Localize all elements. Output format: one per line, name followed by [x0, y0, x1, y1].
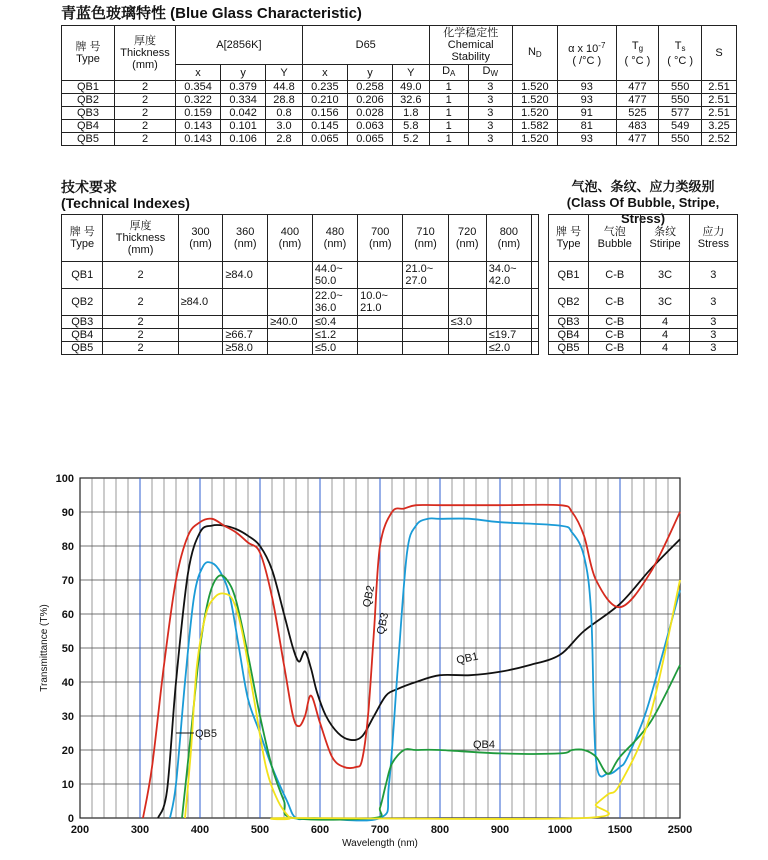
table-cell: 3 — [468, 94, 512, 107]
table-cell: 2 — [103, 289, 178, 316]
chart-labels — [39, 584, 495, 849]
table-cell: 1 — [429, 133, 468, 146]
table-cell: 0.101 — [221, 120, 266, 133]
table-cell: 0.210 — [302, 94, 347, 107]
table-row — [549, 316, 738, 329]
section-class-title: 气泡、条纹、应力类级别 (Class Of Bubble, Stripe, Stress) — [566, 179, 720, 226]
header-s: S — [702, 26, 737, 81]
table-row — [62, 289, 539, 316]
y-tick-label: 60 — [61, 609, 74, 621]
x-tick-label: 600 — [310, 824, 330, 836]
table-cell — [358, 329, 403, 342]
table-cell — [223, 289, 268, 316]
table-cell: 0.206 — [347, 94, 392, 107]
table-header: 300 (nm) — [178, 215, 223, 262]
table-cell: 550 — [659, 133, 702, 146]
table-cell: 34.0~ 42.0 — [486, 262, 531, 289]
y-axis-label: Transmittance (T%) — [39, 604, 50, 692]
table-cell: 1 — [429, 120, 468, 133]
x-tick-label: 200 — [70, 824, 90, 836]
table-cell: 3C — [641, 289, 689, 316]
table-cell: 0.159 — [176, 107, 221, 120]
table-header — [532, 215, 539, 262]
table-cell: 2 — [115, 81, 176, 94]
table-header: 700 (nm) — [358, 215, 403, 262]
table-header: 牌 号 Type — [62, 215, 103, 262]
table-cell: 2.51 — [702, 94, 737, 107]
table-header: 360 (nm) — [223, 215, 268, 262]
table-cell — [178, 329, 223, 342]
table-cell: 477 — [616, 133, 659, 146]
table-cell: 3 — [468, 120, 512, 133]
table-cell — [223, 316, 268, 329]
class-table — [548, 214, 738, 355]
x-tick-label: 300 — [130, 824, 150, 836]
table-row — [62, 94, 737, 107]
header-ts: $T_s$ ( °C ) — [659, 26, 702, 81]
header-a2856k: A[2856K] — [176, 26, 303, 65]
table-cell: ≤0.4 — [312, 316, 357, 329]
table-cell: 525 — [616, 107, 659, 120]
table-row — [549, 289, 738, 316]
table-cell: 32.6 — [393, 94, 430, 107]
table-row — [62, 316, 539, 329]
table-header: 应力 Stress — [689, 215, 737, 262]
table-cell: 550 — [659, 81, 702, 94]
table-cell: 0.334 — [221, 94, 266, 107]
y-tick-label: 40 — [61, 677, 74, 689]
series-line-qb4 — [182, 575, 680, 819]
table-cell: QB5 — [62, 133, 115, 146]
table-cell: ≤3.0 — [448, 316, 486, 329]
header-thickness: 厚度 Thickness (mm) — [115, 26, 176, 81]
table-row — [62, 329, 539, 342]
table-cell: 93 — [557, 133, 616, 146]
table-cell: 549 — [659, 120, 702, 133]
table-cell: 2 — [103, 342, 178, 355]
y-tick-label: 100 — [55, 473, 74, 485]
table-cell: 3.0 — [266, 120, 303, 133]
chart-series — [143, 505, 680, 821]
table-cell: 1.520 — [512, 81, 557, 94]
technical-indexes-table — [61, 214, 539, 355]
table-cell: 0.065 — [347, 133, 392, 146]
table-cell — [532, 316, 539, 329]
table-cell: 1.520 — [512, 107, 557, 120]
sub-Y: Y — [266, 65, 303, 81]
table-cell: 0.258 — [347, 81, 392, 94]
y-tick-label: 10 — [61, 779, 74, 791]
series-label: QB3 — [374, 611, 392, 636]
table-cell: ≤2.0 — [486, 342, 531, 355]
table-cell: 2.51 — [702, 81, 737, 94]
table-header: 800 (nm) — [486, 215, 531, 262]
table-row — [549, 262, 738, 289]
table-cell: ≤5.0 — [312, 342, 357, 355]
table-cell: QB4 — [549, 329, 589, 342]
table-cell: 0.145 — [302, 120, 347, 133]
table-cell: 5.8 — [393, 120, 430, 133]
table-cell: QB2 — [62, 94, 115, 107]
table-cell: 3 — [689, 316, 737, 329]
table-cell: QB1 — [62, 81, 115, 94]
table-cell: 28.8 — [266, 94, 303, 107]
table-cell: 3 — [689, 329, 737, 342]
sub-y: y — [347, 65, 392, 81]
table-header: 480 (nm) — [312, 215, 357, 262]
table-cell — [532, 329, 539, 342]
table-cell — [268, 329, 313, 342]
y-tick-label: 90 — [61, 507, 74, 519]
section-technical-title: 技术要求 (Technical Indexes) — [61, 179, 190, 211]
table-cell: 3 — [468, 133, 512, 146]
table-cell: 0.156 — [302, 107, 347, 120]
table-header: 710 (nm) — [403, 215, 448, 262]
table-cell: 4 — [641, 342, 689, 355]
series-line-qb2 — [143, 505, 680, 818]
table-row — [62, 81, 737, 94]
table-cell: 2 — [115, 107, 176, 120]
table-cell: 2 — [103, 262, 178, 289]
chart-ticks — [56, 473, 693, 836]
table-cell: C-B — [589, 329, 641, 342]
series-label: QB1 — [455, 650, 480, 667]
table-cell — [403, 289, 448, 316]
table-cell: ≥84.0 — [178, 289, 223, 316]
table-row — [549, 342, 738, 355]
table-cell: 0.106 — [221, 133, 266, 146]
table-cell: C-B — [589, 316, 641, 329]
table-cell: 3 — [468, 81, 512, 94]
table-cell: 2 — [115, 120, 176, 133]
table-cell: 1.8 — [393, 107, 430, 120]
x-axis-label: Wavelength (nm) — [342, 838, 418, 849]
y-tick-label: 70 — [61, 575, 74, 587]
table-cell: 0.354 — [176, 81, 221, 94]
table-cell: 0.042 — [221, 107, 266, 120]
x-tick-label: 700 — [370, 824, 390, 836]
table-cell — [448, 262, 486, 289]
x-tick-label: 2500 — [667, 824, 693, 836]
table-row — [549, 329, 738, 342]
table-cell: 477 — [616, 94, 659, 107]
table-cell: QB3 — [62, 107, 115, 120]
table-cell: 1.520 — [512, 133, 557, 146]
table-cell: 0.063 — [347, 120, 392, 133]
table-cell: 1 — [429, 81, 468, 94]
table-cell: 577 — [659, 107, 702, 120]
table-header: 400 (nm) — [268, 215, 313, 262]
table-header: 720 (nm) — [448, 215, 486, 262]
table-cell: 477 — [616, 81, 659, 94]
table-cell: QB1 — [549, 262, 589, 289]
table-cell: 3 — [689, 289, 737, 316]
table-cell — [532, 342, 539, 355]
table-cell: 550 — [659, 94, 702, 107]
x-tick-label: 900 — [490, 824, 510, 836]
header-alpha: α x $10^{-7}$ ( /°C ) — [557, 26, 616, 81]
sub-x: x — [302, 65, 347, 81]
page-title: 青蓝色玻璃特性 (Blue Glass Characteristic) — [61, 5, 362, 22]
table-cell — [268, 262, 313, 289]
table-cell — [178, 342, 223, 355]
table-cell: 1.520 — [512, 94, 557, 107]
table-cell: 44.8 — [266, 81, 303, 94]
table-cell: QB2 — [62, 289, 103, 316]
table-row — [62, 133, 737, 146]
table-header: 气泡 Bubble — [589, 215, 641, 262]
table-cell: QB4 — [62, 120, 115, 133]
table-cell: 2.51 — [702, 107, 737, 120]
table-cell: 1 — [429, 94, 468, 107]
table-row — [62, 107, 737, 120]
table-cell — [532, 262, 539, 289]
characteristic-table — [61, 25, 737, 146]
table-header: 牌 号 Type — [549, 215, 589, 262]
series-line-qb3 — [170, 518, 680, 820]
table-cell — [486, 289, 531, 316]
sub-y: y — [221, 65, 266, 81]
table-cell: 3 — [689, 262, 737, 289]
table-cell: 0.8 — [266, 107, 303, 120]
header-type: 牌 号 Type — [62, 26, 115, 81]
y-tick-label: 0 — [67, 813, 74, 825]
table-cell: ≤19.7 — [486, 329, 531, 342]
table-cell: QB2 — [549, 289, 589, 316]
table-cell: 0.379 — [221, 81, 266, 94]
table-cell: 21.0~ 27.0 — [403, 262, 448, 289]
header-chemical: 化学稳定性 Chemical Stability — [429, 26, 512, 65]
table-cell — [403, 329, 448, 342]
table-cell: 2 — [115, 94, 176, 107]
table-cell: 2 — [103, 329, 178, 342]
table-cell: 0.143 — [176, 120, 221, 133]
table-cell: 3 — [468, 107, 512, 120]
table-cell — [268, 289, 313, 316]
series-label: QB2 — [360, 584, 378, 609]
sub-Y: Y — [393, 65, 430, 81]
table-cell — [358, 262, 403, 289]
sub-dw: $D_W$ — [468, 65, 512, 81]
y-tick-label: 80 — [61, 541, 74, 553]
table-cell: QB5 — [62, 342, 103, 355]
header-tg: $T_g$ ( °C ) — [616, 26, 659, 81]
table-cell: QB1 — [62, 262, 103, 289]
table-header: 厚度 Thickness (mm) — [103, 215, 178, 262]
table-cell — [403, 316, 448, 329]
table-cell: 4 — [641, 316, 689, 329]
table-cell: ≥40.0 — [268, 316, 313, 329]
table-cell — [448, 289, 486, 316]
table-cell: 1.582 — [512, 120, 557, 133]
table-cell: 93 — [557, 81, 616, 94]
table-cell — [358, 316, 403, 329]
series-label: QB4 — [472, 739, 496, 751]
table-cell: ≥58.0 — [223, 342, 268, 355]
series-label: QB5 — [194, 728, 218, 740]
table-cell: QB3 — [549, 316, 589, 329]
table-header: 条纹 Stiripe — [641, 215, 689, 262]
table-cell: 2.8 — [266, 133, 303, 146]
y-tick-label: 50 — [61, 643, 74, 655]
table-cell: 93 — [557, 94, 616, 107]
table-cell: 0.065 — [302, 133, 347, 146]
table-cell — [268, 342, 313, 355]
transmittance-chart — [0, 460, 768, 860]
x-tick-label: 1000 — [547, 824, 573, 836]
table-cell: C-B — [589, 289, 641, 316]
table-cell: QB3 — [62, 316, 103, 329]
table-cell: C-B — [589, 342, 641, 355]
sub-da: $D_A$ — [429, 65, 468, 81]
table-cell — [178, 262, 223, 289]
table-cell: 2.52 — [702, 133, 737, 146]
x-tick-label: 800 — [430, 824, 450, 836]
table-cell: 2 — [103, 316, 178, 329]
table-cell: 3C — [641, 262, 689, 289]
table-cell — [486, 316, 531, 329]
table-cell: 5.2 — [393, 133, 430, 146]
table-cell: 81 — [557, 120, 616, 133]
table-cell: 10.0~ 21.0 — [358, 289, 403, 316]
table-cell — [448, 329, 486, 342]
table-cell: 0.322 — [176, 94, 221, 107]
table-cell: 2 — [115, 133, 176, 146]
table-cell — [532, 289, 539, 316]
table-cell: ≥66.7 — [223, 329, 268, 342]
table-cell: 0.028 — [347, 107, 392, 120]
table-cell: 91 — [557, 107, 616, 120]
table-cell: 1 — [429, 107, 468, 120]
table-cell: 0.143 — [176, 133, 221, 146]
table-cell: 4 — [641, 329, 689, 342]
table-cell: 0.235 — [302, 81, 347, 94]
table-cell: C-B — [589, 262, 641, 289]
table-cell: 22.0~ 36.0 — [312, 289, 357, 316]
table-cell — [403, 342, 448, 355]
x-tick-label: 400 — [190, 824, 210, 836]
table-cell: ≥84.0 — [223, 262, 268, 289]
table-cell: QB4 — [62, 329, 103, 342]
table-cell: ≤1.2 — [312, 329, 357, 342]
y-tick-label: 20 — [61, 745, 74, 757]
table-row — [62, 262, 539, 289]
table-row — [62, 120, 737, 133]
table-row — [62, 342, 539, 355]
header-d65: D65 — [302, 26, 429, 65]
table-cell — [448, 342, 486, 355]
sub-x: x — [176, 65, 221, 81]
table-cell: QB5 — [549, 342, 589, 355]
table-cell: 3.25 — [702, 120, 737, 133]
header-nd: $N_D$ — [512, 26, 557, 81]
table-cell — [358, 342, 403, 355]
y-tick-label: 30 — [61, 711, 74, 723]
x-tick-label: 500 — [250, 824, 270, 836]
table-cell: 3 — [689, 342, 737, 355]
table-cell: 483 — [616, 120, 659, 133]
table-cell: 49.0 — [393, 81, 430, 94]
x-tick-label: 1500 — [607, 824, 633, 836]
table-cell — [178, 316, 223, 329]
table-cell: 44.0~ 50.0 — [312, 262, 357, 289]
